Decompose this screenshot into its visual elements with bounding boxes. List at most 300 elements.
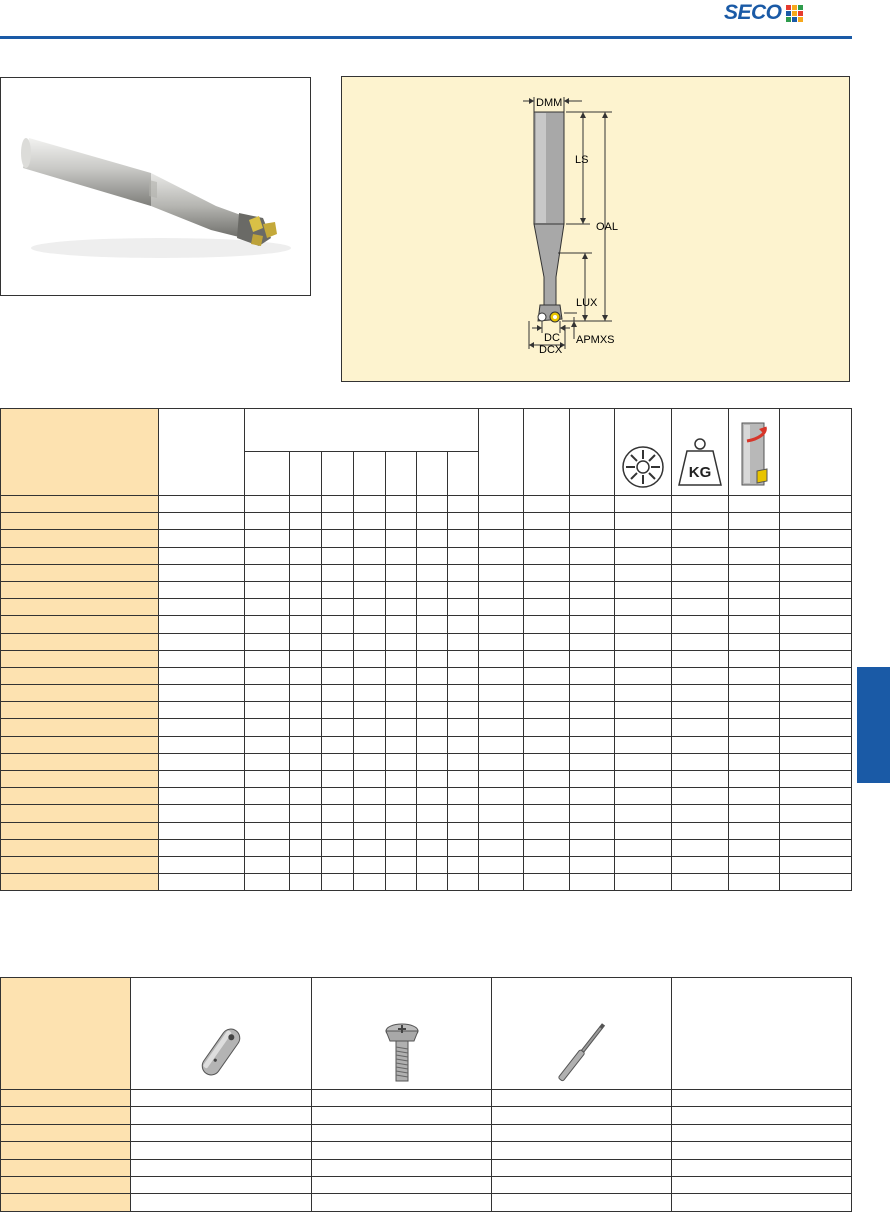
table-cell [570, 650, 615, 667]
table-cell [570, 667, 615, 684]
table-cell [479, 856, 524, 873]
ls-label: LS [575, 154, 589, 166]
table-cell [290, 513, 322, 530]
table-cell [615, 719, 672, 736]
table-cell [524, 736, 570, 753]
table-cell [354, 633, 386, 650]
table-cell [290, 581, 322, 598]
table-cell [245, 496, 290, 513]
table-cell [672, 822, 729, 839]
table-cell [290, 496, 322, 513]
table-row [1, 856, 852, 873]
table-cell [417, 822, 448, 839]
table-cell [417, 496, 448, 513]
table-cell [448, 685, 479, 702]
table-cell [159, 822, 245, 839]
table-cell [492, 1124, 672, 1141]
table-cell [290, 530, 322, 547]
table-cell [780, 564, 852, 581]
weight-kg-icon [672, 409, 728, 495]
header-cell [1, 978, 131, 1090]
table-cell [672, 650, 729, 667]
table-cell [524, 513, 570, 530]
table-cell [570, 496, 615, 513]
table-cell [354, 650, 386, 667]
table-cell [570, 753, 615, 770]
table-cell [312, 1176, 492, 1193]
dcx-label: DCX [539, 344, 563, 356]
table-cell [131, 1124, 312, 1141]
spare-header-row [1, 978, 852, 1090]
table-cell [448, 736, 479, 753]
dimension-diagram [341, 76, 850, 382]
table-cell [492, 1090, 672, 1107]
table-cell [479, 667, 524, 684]
table-cell [615, 805, 672, 822]
table-cell [615, 685, 672, 702]
table-cell [417, 771, 448, 788]
table-cell [386, 719, 417, 736]
row-header-cell [1, 719, 159, 736]
row-header-cell [1, 1176, 131, 1193]
table-cell [780, 616, 852, 633]
table-cell [245, 805, 290, 822]
table-row [1, 839, 852, 856]
table-cell [780, 805, 852, 822]
table-cell [322, 547, 354, 564]
table-cell [615, 736, 672, 753]
row-header-cell [1, 530, 159, 547]
subheader-cell [322, 452, 354, 496]
table-cell [729, 719, 780, 736]
table-cell [615, 839, 672, 856]
oal-label: OAL [596, 221, 619, 233]
table-cell [615, 564, 672, 581]
row-header-cell [1, 1194, 131, 1211]
dc-label: DC [544, 332, 560, 344]
row-header-cell [1, 513, 159, 530]
table-cell [386, 753, 417, 770]
subheader-cell [386, 452, 417, 496]
table-cell [729, 616, 780, 633]
table-cell [386, 771, 417, 788]
table-cell [290, 839, 322, 856]
table-cell [672, 581, 729, 598]
table-cell [386, 633, 417, 650]
table-row [1, 1159, 852, 1176]
table-cell [448, 702, 479, 719]
table-cell [615, 616, 672, 633]
row-header-cell [1, 685, 159, 702]
table-cell [448, 788, 479, 805]
table-cell [729, 753, 780, 770]
main-spec-table [0, 408, 852, 891]
table-cell [479, 788, 524, 805]
table-cell [448, 805, 479, 822]
table-cell [479, 650, 524, 667]
table-cell [615, 633, 672, 650]
table-cell [290, 856, 322, 873]
table-cell [354, 667, 386, 684]
table-cell [672, 530, 729, 547]
table-cell [159, 581, 245, 598]
table-cell [448, 650, 479, 667]
row-header-cell [1, 564, 159, 581]
table-cell [290, 805, 322, 822]
table-cell [615, 530, 672, 547]
table-cell [448, 874, 479, 891]
table-cell [448, 822, 479, 839]
table-cell [524, 805, 570, 822]
table-cell [354, 581, 386, 598]
end-mill-tool-photo [1, 78, 310, 295]
table-cell [479, 530, 524, 547]
table-cell [615, 874, 672, 891]
spare-parts-table [0, 977, 852, 1212]
table-cell [780, 788, 852, 805]
table-cell [354, 771, 386, 788]
table-cell [417, 650, 448, 667]
table-cell [159, 753, 245, 770]
table-row [1, 667, 852, 684]
table-cell [672, 685, 729, 702]
table-cell [780, 753, 852, 770]
row-header-cell [1, 650, 159, 667]
table-cell [322, 564, 354, 581]
table-cell [448, 633, 479, 650]
table-cell [448, 667, 479, 684]
table-cell [386, 650, 417, 667]
table-cell [245, 788, 290, 805]
header-cell [312, 978, 492, 1090]
table-cell [159, 856, 245, 873]
table-cell [729, 771, 780, 788]
table-cell [386, 599, 417, 616]
table-cell [448, 753, 479, 770]
header-cell [492, 978, 672, 1090]
table-cell [245, 771, 290, 788]
table-cell [615, 822, 672, 839]
lux-label: LUX [576, 297, 598, 309]
table-row [1, 530, 852, 547]
table-cell [570, 513, 615, 530]
table-cell [386, 736, 417, 753]
table-cell [159, 702, 245, 719]
table-cell [479, 633, 524, 650]
table-cell [672, 805, 729, 822]
table-cell [479, 581, 524, 598]
product-photo [0, 77, 311, 296]
table-cell [417, 633, 448, 650]
table-cell [672, 702, 729, 719]
table-cell [159, 650, 245, 667]
table-cell [448, 564, 479, 581]
subheader-cell [354, 452, 386, 496]
table-cell [672, 856, 729, 873]
table-cell [322, 805, 354, 822]
table-cell [386, 581, 417, 598]
table-cell [672, 1107, 852, 1124]
header-cell [729, 409, 780, 496]
table-cell [672, 564, 729, 581]
table-cell [417, 788, 448, 805]
table-cell [729, 822, 780, 839]
table-cell [159, 839, 245, 856]
table-cell [322, 856, 354, 873]
table-cell [290, 753, 322, 770]
table-cell [290, 771, 322, 788]
table-cell [570, 788, 615, 805]
table-cell [159, 530, 245, 547]
insert-screw-icon [312, 978, 491, 1089]
table-cell [417, 530, 448, 547]
table-cell [312, 1090, 492, 1107]
table-row [1, 1124, 852, 1141]
table-cell [290, 736, 322, 753]
table-row [1, 633, 852, 650]
table-cell [524, 633, 570, 650]
table-cell [672, 547, 729, 564]
table-row [1, 771, 852, 788]
table-row [1, 1142, 852, 1159]
table-cell [729, 513, 780, 530]
table-cell [245, 685, 290, 702]
table-header-row [1, 409, 852, 452]
table-cell [479, 822, 524, 839]
table-cell [780, 667, 852, 684]
header-cell [1, 409, 159, 496]
table-row [1, 599, 852, 616]
table-cell [780, 702, 852, 719]
table-cell [322, 616, 354, 633]
table-cell [492, 1142, 672, 1159]
table-cell [290, 702, 322, 719]
table-cell [780, 822, 852, 839]
table-row [1, 822, 852, 839]
header-cell [524, 409, 570, 496]
table-cell [729, 788, 780, 805]
row-header-cell [1, 599, 159, 616]
table-cell [524, 530, 570, 547]
row-header-cell [1, 616, 159, 633]
table-cell [322, 513, 354, 530]
table-cell [159, 685, 245, 702]
table-cell [245, 719, 290, 736]
subheader-cell [417, 452, 448, 496]
subheader-cell [290, 452, 322, 496]
table-row [1, 805, 852, 822]
row-header-cell [1, 1107, 131, 1124]
table-cell [290, 564, 322, 581]
table-cell [672, 874, 729, 891]
table-cell [290, 667, 322, 684]
table-cell [615, 788, 672, 805]
table-cell [524, 581, 570, 598]
table-cell [448, 530, 479, 547]
table-cell [386, 667, 417, 684]
table-row [1, 1194, 852, 1211]
table-cell [570, 839, 615, 856]
table-cell [354, 547, 386, 564]
table-cell [245, 702, 290, 719]
header-cell [672, 978, 852, 1090]
table-cell [479, 496, 524, 513]
table-cell [386, 513, 417, 530]
table-cell [354, 564, 386, 581]
table-cell [479, 616, 524, 633]
table-cell [322, 719, 354, 736]
table-cell [322, 753, 354, 770]
table-cell [448, 719, 479, 736]
row-header-cell [1, 702, 159, 719]
table-cell [159, 771, 245, 788]
table-cell [386, 702, 417, 719]
table-cell [245, 547, 290, 564]
table-cell [159, 564, 245, 581]
table-cell [386, 856, 417, 873]
header-cell [570, 409, 615, 496]
table-cell [570, 822, 615, 839]
table-cell [245, 530, 290, 547]
table-cell [354, 513, 386, 530]
table-cell [672, 496, 729, 513]
table-cell [159, 616, 245, 633]
table-cell [479, 513, 524, 530]
table-row [1, 650, 852, 667]
table-cell [245, 581, 290, 598]
table-cell [245, 599, 290, 616]
table-cell [322, 633, 354, 650]
table-cell [615, 667, 672, 684]
table-cell [570, 599, 615, 616]
table-cell [615, 513, 672, 530]
table-cell [570, 547, 615, 564]
table-cell [570, 530, 615, 547]
table-cell [354, 822, 386, 839]
table-cell [570, 874, 615, 891]
table-cell [417, 685, 448, 702]
table-cell [729, 496, 780, 513]
table-cell [448, 581, 479, 598]
table-cell [245, 667, 290, 684]
table-row [1, 1107, 852, 1124]
table-cell [524, 616, 570, 633]
table-cell [417, 736, 448, 753]
table-row [1, 702, 852, 719]
table-cell [386, 788, 417, 805]
table-cell [672, 736, 729, 753]
table-cell [479, 685, 524, 702]
table-cell [479, 839, 524, 856]
table-cell [729, 839, 780, 856]
table-cell [672, 599, 729, 616]
subheader-cell [448, 452, 479, 496]
table-cell [159, 513, 245, 530]
table-cell [322, 771, 354, 788]
table-cell [386, 616, 417, 633]
table-cell [159, 736, 245, 753]
table-cell [417, 856, 448, 873]
table-cell [322, 736, 354, 753]
table-cell [354, 616, 386, 633]
table-cell [386, 874, 417, 891]
table-cell [615, 650, 672, 667]
table-cell [570, 564, 615, 581]
table-row [1, 496, 852, 513]
table-cell [570, 702, 615, 719]
table-cell [570, 771, 615, 788]
row-header-cell [1, 753, 159, 770]
table-cell [780, 547, 852, 564]
table-cell [672, 788, 729, 805]
row-header-cell [1, 771, 159, 788]
table-row [1, 788, 852, 805]
table-cell [729, 599, 780, 616]
table-cell [729, 650, 780, 667]
table-cell [672, 753, 729, 770]
table-cell [312, 1124, 492, 1141]
table-cell [524, 650, 570, 667]
table-cell [386, 547, 417, 564]
table-cell [492, 1176, 672, 1193]
dmm-label: DMM [536, 97, 563, 109]
header-cell [479, 409, 524, 496]
header-cell [159, 409, 245, 496]
table-cell [417, 874, 448, 891]
table-cell [354, 805, 386, 822]
table-cell [245, 753, 290, 770]
table-cell [417, 513, 448, 530]
table-cell [159, 719, 245, 736]
table-cell [322, 685, 354, 702]
table-cell [729, 547, 780, 564]
table-cell [386, 685, 417, 702]
table-cell [615, 771, 672, 788]
table-cell [492, 1194, 672, 1211]
table-row [1, 874, 852, 891]
row-header-cell [1, 822, 159, 839]
table-row [1, 513, 852, 530]
table-cell [570, 685, 615, 702]
table-cell [524, 599, 570, 616]
table-row [1, 616, 852, 633]
table-cell [479, 805, 524, 822]
table-cell [524, 874, 570, 891]
table-cell [479, 547, 524, 564]
table-cell [479, 564, 524, 581]
table-cell [386, 822, 417, 839]
table-cell [479, 736, 524, 753]
table-cell [312, 1107, 492, 1124]
table-cell [780, 736, 852, 753]
section-tab [857, 667, 890, 783]
coupling-icon [615, 409, 671, 495]
table-cell [780, 771, 852, 788]
table-cell [322, 581, 354, 598]
table-cell [354, 753, 386, 770]
table-cell [729, 667, 780, 684]
table-row [1, 547, 852, 564]
table-cell [615, 702, 672, 719]
table-cell [492, 1159, 672, 1176]
table-row [1, 564, 852, 581]
table-cell [322, 496, 354, 513]
brand-text: SECO [724, 1, 782, 24]
row-header-cell [1, 856, 159, 873]
table-cell [312, 1159, 492, 1176]
table-row [1, 685, 852, 702]
table-cell [354, 736, 386, 753]
